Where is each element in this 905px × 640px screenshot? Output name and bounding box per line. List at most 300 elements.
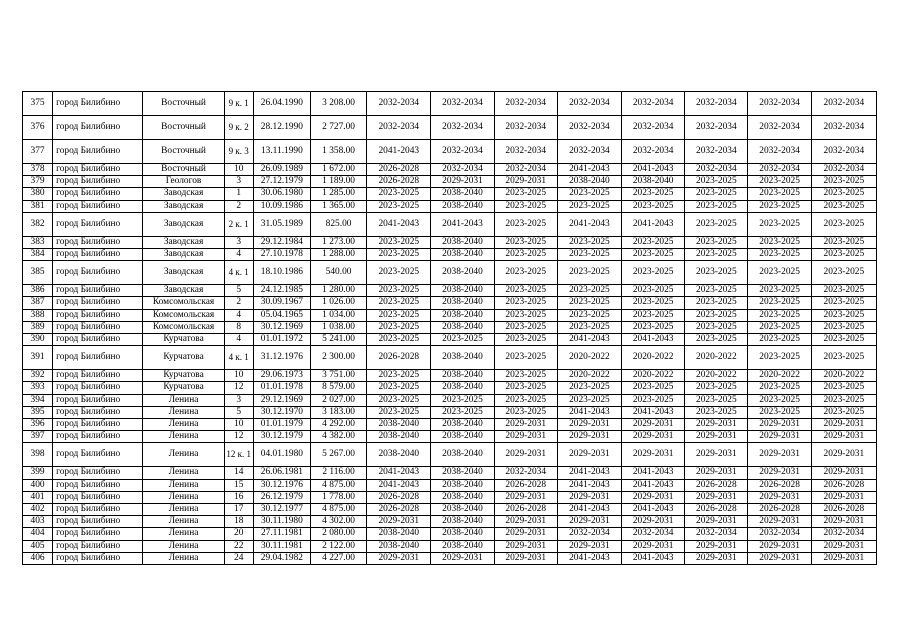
work-period-cell: 2023-2025 <box>557 200 621 212</box>
commissioning-date-cell: 01.01.1979 <box>253 419 310 431</box>
work-period-cell: 2038-2040 <box>431 504 494 516</box>
work-period-cell: 2041-2043 <box>622 212 685 236</box>
street-cell: Заводская <box>143 200 224 212</box>
work-period-cell: 2023-2025 <box>811 346 876 370</box>
work-period-cell: 2023-2025 <box>748 176 811 188</box>
work-period-cell: 2029-2031 <box>748 516 811 528</box>
area-cell: 540.00 <box>310 261 366 285</box>
city-cell: город Билибино <box>53 346 143 370</box>
table-row <box>23 504 877 516</box>
house-number-cell: 24 <box>224 552 253 564</box>
work-period-cell: 2041-2043 <box>622 164 685 176</box>
area-cell: 4 227.00 <box>310 552 366 564</box>
street-cell: Ленина <box>143 467 224 479</box>
commissioning-date-cell: 29.04.1982 <box>253 552 310 564</box>
work-period-cell: 2029-2031 <box>748 491 811 503</box>
house-number-cell: 1 <box>224 188 253 200</box>
housing-register-table <box>22 91 877 565</box>
work-period-cell: 2023-2025 <box>494 212 557 236</box>
row-number-cell: 399 <box>23 467 53 479</box>
work-period-cell: 2020-2022 <box>557 346 621 370</box>
work-period-cell: 2023-2025 <box>557 188 621 200</box>
work-period-cell: 2032-2034 <box>367 92 431 116</box>
house-number-cell: 4 <box>224 334 253 346</box>
work-period-cell: 2023-2025 <box>557 321 621 333</box>
area-cell: 4 302.00 <box>310 516 366 528</box>
work-period-cell: 2038-2040 <box>431 285 494 297</box>
row-number-cell: 387 <box>23 297 53 309</box>
work-period-cell: 2038-2040 <box>622 176 685 188</box>
work-period-cell: 2029-2031 <box>494 443 557 467</box>
work-period-cell: 2032-2034 <box>557 528 621 540</box>
row-number-cell: 400 <box>23 479 53 491</box>
work-period-cell: 2029-2031 <box>494 491 557 503</box>
row-number-cell: 382 <box>23 212 53 236</box>
house-number-cell: 10 <box>224 419 253 431</box>
street-cell: Заводская <box>143 249 224 261</box>
work-period-cell: 2023-2025 <box>494 309 557 321</box>
work-period-cell: 2041-2043 <box>557 467 621 479</box>
area-cell: 1 026.00 <box>310 297 366 309</box>
work-period-cell: 2029-2031 <box>494 528 557 540</box>
work-period-cell: 2023-2025 <box>622 188 685 200</box>
row-number-cell: 388 <box>23 309 53 321</box>
area-cell: 2 027.00 <box>310 394 366 406</box>
commissioning-date-cell: 26.06.1981 <box>253 467 310 479</box>
work-period-cell: 2023-2025 <box>622 236 685 248</box>
area-cell: 3 208.00 <box>310 92 366 116</box>
work-period-cell: 2023-2025 <box>431 406 494 418</box>
work-period-cell: 2023-2025 <box>557 249 621 261</box>
work-period-cell: 2023-2025 <box>367 334 431 346</box>
table-row <box>23 321 877 333</box>
street-cell: Ленина <box>143 443 224 467</box>
work-period-cell: 2023-2025 <box>685 297 748 309</box>
house-number-cell: 12 <box>224 431 253 443</box>
row-number-cell: 384 <box>23 249 53 261</box>
street-cell: Заводская <box>143 188 224 200</box>
work-period-cell: 2023-2025 <box>811 297 876 309</box>
work-period-cell: 2023-2025 <box>748 334 811 346</box>
city-cell: город Билибино <box>53 116 143 140</box>
area-cell: 1 273.00 <box>310 236 366 248</box>
work-period-cell: 2032-2034 <box>811 528 876 540</box>
work-period-cell: 2041-2043 <box>622 504 685 516</box>
work-period-cell: 2032-2034 <box>685 528 748 540</box>
area-cell: 3 751.00 <box>310 370 366 382</box>
work-period-cell: 2026-2028 <box>685 479 748 491</box>
work-period-cell: 2032-2034 <box>685 140 748 164</box>
street-cell: Ленина <box>143 552 224 564</box>
work-period-cell: 2026-2028 <box>367 176 431 188</box>
work-period-cell: 2029-2031 <box>557 491 621 503</box>
city-cell: город Билибино <box>53 443 143 467</box>
work-period-cell: 2020-2022 <box>685 346 748 370</box>
work-period-cell: 2023-2025 <box>685 309 748 321</box>
commissioning-date-cell: 10.09.1986 <box>253 200 310 212</box>
house-number-cell: 17 <box>224 504 253 516</box>
house-number-cell: 10 <box>224 370 253 382</box>
table-row <box>23 382 877 394</box>
area-cell: 4 382.00 <box>310 431 366 443</box>
street-cell: Ленина <box>143 504 224 516</box>
work-period-cell: 2029-2031 <box>557 443 621 467</box>
work-period-cell: 2038-2040 <box>431 443 494 467</box>
table-row <box>23 236 877 248</box>
work-period-cell: 2023-2025 <box>622 309 685 321</box>
work-period-cell: 2023-2025 <box>367 261 431 285</box>
work-period-cell: 2041-2043 <box>557 212 621 236</box>
city-cell: город Билибино <box>53 176 143 188</box>
city-cell: город Билибино <box>53 382 143 394</box>
work-period-cell: 2038-2040 <box>367 540 431 552</box>
work-period-cell: 2023-2025 <box>748 321 811 333</box>
work-period-cell: 2032-2034 <box>622 92 685 116</box>
work-period-cell: 2029-2031 <box>811 443 876 467</box>
work-period-cell: 2029-2031 <box>494 540 557 552</box>
work-period-cell: 2023-2025 <box>557 297 621 309</box>
work-period-cell: 2041-2043 <box>557 552 621 564</box>
street-cell: Ленина <box>143 406 224 418</box>
work-period-cell: 2029-2031 <box>811 431 876 443</box>
area-cell: 1 778.00 <box>310 491 366 503</box>
street-cell: Комсомольская <box>143 321 224 333</box>
work-period-cell: 2038-2040 <box>367 528 431 540</box>
work-period-cell: 2032-2034 <box>685 164 748 176</box>
house-number-cell: 2 <box>224 297 253 309</box>
commissioning-date-cell: 01.01.1978 <box>253 382 310 394</box>
work-period-cell: 2029-2031 <box>811 467 876 479</box>
work-period-cell: 2029-2031 <box>494 431 557 443</box>
work-period-cell: 2023-2025 <box>685 261 748 285</box>
work-period-cell: 2020-2022 <box>557 370 621 382</box>
row-number-cell: 402 <box>23 504 53 516</box>
commissioning-date-cell: 26.12.1979 <box>253 491 310 503</box>
work-period-cell: 2026-2028 <box>367 164 431 176</box>
work-period-cell: 2029-2031 <box>431 552 494 564</box>
city-cell: город Билибино <box>53 321 143 333</box>
work-period-cell: 2032-2034 <box>811 164 876 176</box>
work-period-cell: 2032-2034 <box>748 92 811 116</box>
street-cell: Геологов <box>143 176 224 188</box>
work-period-cell: 2023-2025 <box>748 394 811 406</box>
commissioning-date-cell: 30.12.1970 <box>253 406 310 418</box>
work-period-cell: 2023-2025 <box>367 297 431 309</box>
work-period-cell: 2023-2025 <box>622 261 685 285</box>
table-row <box>23 140 877 164</box>
street-cell: Ленина <box>143 516 224 528</box>
work-period-cell: 2029-2031 <box>557 431 621 443</box>
work-period-cell: 2026-2028 <box>811 479 876 491</box>
area-cell: 2 116.00 <box>310 467 366 479</box>
table-row <box>23 370 877 382</box>
work-period-cell: 2023-2025 <box>557 394 621 406</box>
table-row <box>23 516 877 528</box>
commissioning-date-cell: 13.11.1990 <box>253 140 310 164</box>
area-cell: 2 080.00 <box>310 528 366 540</box>
work-period-cell: 2032-2034 <box>367 116 431 140</box>
area-cell: 4 292.00 <box>310 419 366 431</box>
house-number-cell: 9 к. 1 <box>224 92 253 116</box>
row-number-cell: 397 <box>23 431 53 443</box>
city-cell: город Билибино <box>53 140 143 164</box>
work-period-cell: 2032-2034 <box>494 92 557 116</box>
work-period-cell: 2023-2025 <box>685 382 748 394</box>
work-period-cell: 2029-2031 <box>685 516 748 528</box>
work-period-cell: 2029-2031 <box>811 540 876 552</box>
street-cell: Заводская <box>143 212 224 236</box>
work-period-cell: 2041-2043 <box>622 334 685 346</box>
table-row <box>23 528 877 540</box>
row-number-cell: 379 <box>23 176 53 188</box>
work-period-cell: 2023-2025 <box>557 261 621 285</box>
work-period-cell: 2029-2031 <box>367 552 431 564</box>
work-period-cell: 2023-2025 <box>685 334 748 346</box>
commissioning-date-cell: 05.04.1965 <box>253 309 310 321</box>
work-period-cell: 2038-2040 <box>431 309 494 321</box>
work-period-cell: 2023-2025 <box>748 261 811 285</box>
work-period-cell: 2041-2043 <box>367 140 431 164</box>
work-period-cell: 2023-2025 <box>811 236 876 248</box>
area-cell: 2 122.00 <box>310 540 366 552</box>
work-period-cell: 2023-2025 <box>367 394 431 406</box>
area-cell: 1 288.00 <box>310 249 366 261</box>
work-period-cell: 2023-2025 <box>811 321 876 333</box>
work-period-cell: 2023-2025 <box>748 200 811 212</box>
work-period-cell: 2026-2028 <box>811 504 876 516</box>
city-cell: город Билибино <box>53 261 143 285</box>
work-period-cell: 2023-2025 <box>367 188 431 200</box>
table-row <box>23 92 877 116</box>
street-cell: Заводская <box>143 236 224 248</box>
house-number-cell: 3 <box>224 176 253 188</box>
work-period-cell: 2023-2025 <box>685 236 748 248</box>
city-cell: город Билибино <box>53 431 143 443</box>
table-row <box>23 540 877 552</box>
house-number-cell: 15 <box>224 479 253 491</box>
work-period-cell: 2023-2025 <box>685 321 748 333</box>
street-cell: Ленина <box>143 491 224 503</box>
table-row <box>23 334 877 346</box>
work-period-cell: 2023-2025 <box>494 200 557 212</box>
area-cell: 2 727.00 <box>310 116 366 140</box>
commissioning-date-cell: 26.04.1990 <box>253 92 310 116</box>
work-period-cell: 2029-2031 <box>685 443 748 467</box>
work-period-cell: 2023-2025 <box>811 200 876 212</box>
area-cell: 4 875.00 <box>310 479 366 491</box>
work-period-cell: 2032-2034 <box>494 140 557 164</box>
street-cell: Заводская <box>143 285 224 297</box>
work-period-cell: 2023-2025 <box>748 406 811 418</box>
house-number-cell: 4 <box>224 249 253 261</box>
row-number-cell: 395 <box>23 406 53 418</box>
work-period-cell: 2023-2025 <box>811 212 876 236</box>
work-period-cell: 2023-2025 <box>494 321 557 333</box>
commissioning-date-cell: 01.01.1972 <box>253 334 310 346</box>
work-period-cell: 2032-2034 <box>431 164 494 176</box>
commissioning-date-cell: 30.11.1980 <box>253 516 310 528</box>
street-cell: Восточный <box>143 164 224 176</box>
work-period-cell: 2023-2025 <box>811 249 876 261</box>
area-cell: 3 183.00 <box>310 406 366 418</box>
work-period-cell: 2023-2025 <box>494 188 557 200</box>
work-period-cell: 2041-2043 <box>367 212 431 236</box>
work-period-cell: 2026-2028 <box>367 346 431 370</box>
city-cell: город Билибино <box>53 552 143 564</box>
city-cell: город Билибино <box>53 394 143 406</box>
commissioning-date-cell: 29.12.1984 <box>253 236 310 248</box>
row-number-cell: 375 <box>23 92 53 116</box>
work-period-cell: 2023-2025 <box>748 346 811 370</box>
street-cell: Ленина <box>143 540 224 552</box>
work-period-cell: 2029-2031 <box>685 431 748 443</box>
work-period-cell: 2029-2031 <box>811 419 876 431</box>
work-period-cell: 2041-2043 <box>557 479 621 491</box>
work-period-cell: 2032-2034 <box>748 164 811 176</box>
work-period-cell: 2023-2025 <box>367 200 431 212</box>
table-row <box>23 116 877 140</box>
work-period-cell: 2029-2031 <box>811 491 876 503</box>
row-number-cell: 394 <box>23 394 53 406</box>
work-period-cell: 2041-2043 <box>622 552 685 564</box>
work-period-cell: 2029-2031 <box>622 431 685 443</box>
area-cell: 8 579.00 <box>310 382 366 394</box>
city-cell: город Билибино <box>53 236 143 248</box>
work-period-cell: 2023-2025 <box>748 382 811 394</box>
work-period-cell: 2023-2025 <box>748 309 811 321</box>
work-period-cell: 2029-2031 <box>685 552 748 564</box>
work-period-cell: 2023-2025 <box>748 285 811 297</box>
work-period-cell: 2023-2025 <box>367 309 431 321</box>
work-period-cell: 2023-2025 <box>494 382 557 394</box>
work-period-cell: 2038-2040 <box>431 540 494 552</box>
table-row <box>23 479 877 491</box>
work-period-cell: 2029-2031 <box>557 516 621 528</box>
table-row <box>23 431 877 443</box>
commissioning-date-cell: 30.12.1969 <box>253 321 310 333</box>
commissioning-date-cell: 28.12.1990 <box>253 116 310 140</box>
street-cell: Курчатова <box>143 370 224 382</box>
row-number-cell: 378 <box>23 164 53 176</box>
work-period-cell: 2023-2025 <box>557 382 621 394</box>
work-period-cell: 2023-2025 <box>685 394 748 406</box>
row-number-cell: 406 <box>23 552 53 564</box>
work-period-cell: 2023-2025 <box>622 394 685 406</box>
city-cell: город Билибино <box>53 528 143 540</box>
work-period-cell: 2038-2040 <box>431 467 494 479</box>
work-period-cell: 2041-2043 <box>557 164 621 176</box>
work-period-cell: 2041-2043 <box>367 467 431 479</box>
house-number-cell: 22 <box>224 540 253 552</box>
row-number-cell: 396 <box>23 419 53 431</box>
house-number-cell: 18 <box>224 516 253 528</box>
work-period-cell: 2023-2025 <box>811 188 876 200</box>
work-period-cell: 2023-2025 <box>494 261 557 285</box>
area-cell: 5 241.00 <box>310 334 366 346</box>
work-period-cell: 2032-2034 <box>748 528 811 540</box>
work-period-cell: 2038-2040 <box>431 346 494 370</box>
work-period-cell: 2029-2031 <box>748 443 811 467</box>
city-cell: город Билибино <box>53 406 143 418</box>
work-period-cell: 2026-2028 <box>748 504 811 516</box>
work-period-cell: 2038-2040 <box>367 443 431 467</box>
work-period-cell: 2023-2025 <box>622 321 685 333</box>
table-row <box>23 200 877 212</box>
house-number-cell: 12 <box>224 382 253 394</box>
work-period-cell: 2023-2025 <box>494 285 557 297</box>
city-cell: город Билибино <box>53 491 143 503</box>
city-cell: город Билибино <box>53 249 143 261</box>
city-cell: город Билибино <box>53 164 143 176</box>
commissioning-date-cell: 24.12.1985 <box>253 285 310 297</box>
row-number-cell: 381 <box>23 200 53 212</box>
work-period-cell: 2023-2025 <box>748 249 811 261</box>
work-period-cell: 2029-2031 <box>685 467 748 479</box>
city-cell: город Билибино <box>53 188 143 200</box>
work-period-cell: 2041-2043 <box>622 467 685 479</box>
table-row <box>23 249 877 261</box>
work-period-cell: 2029-2031 <box>748 431 811 443</box>
work-period-cell: 2032-2034 <box>685 92 748 116</box>
work-period-cell: 2032-2034 <box>431 92 494 116</box>
commissioning-date-cell: 30.12.1976 <box>253 479 310 491</box>
street-cell: Курчатова <box>143 334 224 346</box>
work-period-cell: 2020-2022 <box>622 370 685 382</box>
area-cell: 1 034.00 <box>310 309 366 321</box>
work-period-cell: 2029-2031 <box>685 419 748 431</box>
house-number-cell: 4 к. 1 <box>224 346 253 370</box>
street-cell: Ленина <box>143 419 224 431</box>
work-period-cell: 2032-2034 <box>685 116 748 140</box>
row-number-cell: 386 <box>23 285 53 297</box>
work-period-cell: 2023-2025 <box>622 382 685 394</box>
table-row <box>23 491 877 503</box>
commissioning-date-cell: 04.01.1980 <box>253 443 310 467</box>
city-cell: город Билибино <box>53 285 143 297</box>
table-row <box>23 552 877 564</box>
work-period-cell: 2026-2028 <box>748 479 811 491</box>
table-row <box>23 261 877 285</box>
work-period-cell: 2032-2034 <box>622 116 685 140</box>
work-period-cell: 2023-2025 <box>622 297 685 309</box>
row-number-cell: 393 <box>23 382 53 394</box>
work-period-cell: 2029-2031 <box>622 419 685 431</box>
work-period-cell: 2038-2040 <box>431 516 494 528</box>
work-period-cell: 2029-2031 <box>622 491 685 503</box>
area-cell: 1 189.00 <box>310 176 366 188</box>
city-cell: город Билибино <box>53 297 143 309</box>
work-period-cell: 2032-2034 <box>494 467 557 479</box>
work-period-cell: 2029-2031 <box>431 176 494 188</box>
row-number-cell: 389 <box>23 321 53 333</box>
work-period-cell: 2041-2043 <box>622 406 685 418</box>
work-period-cell: 2023-2025 <box>622 285 685 297</box>
work-period-cell: 2023-2025 <box>494 297 557 309</box>
work-period-cell: 2023-2025 <box>494 406 557 418</box>
table-row <box>23 419 877 431</box>
table-row <box>23 285 877 297</box>
work-period-cell: 2026-2028 <box>494 479 557 491</box>
work-period-cell: 2032-2034 <box>622 140 685 164</box>
work-period-cell: 2023-2025 <box>748 236 811 248</box>
work-period-cell: 2032-2034 <box>557 140 621 164</box>
house-number-cell: 8 <box>224 321 253 333</box>
work-period-cell: 2029-2031 <box>494 516 557 528</box>
work-period-cell: 2032-2034 <box>748 116 811 140</box>
work-period-cell: 2041-2043 <box>622 479 685 491</box>
house-number-cell: 5 <box>224 406 253 418</box>
house-number-cell: 3 <box>224 236 253 248</box>
